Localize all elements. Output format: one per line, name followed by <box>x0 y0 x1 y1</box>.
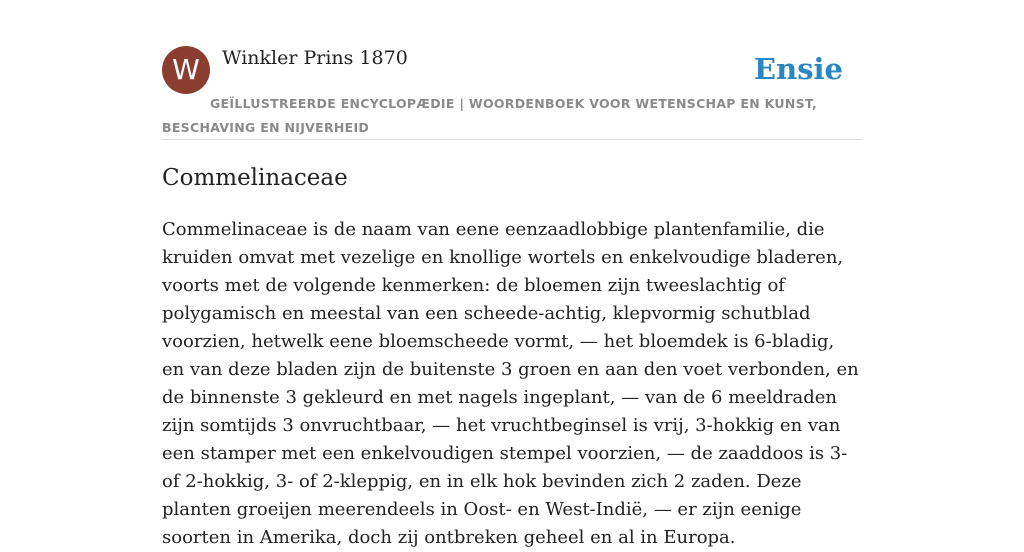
source-subtitle: GEÏLLUSTREERDE ENCYCLOPÆDIE | WOORDENBOEK VOOR WETENSCHAP EN KUNST, BESCHAVING EN NIJVERHEID <box>162 96 818 135</box>
header-divider <box>162 139 862 140</box>
source-title[interactable]: Winkler Prins 1870 <box>222 47 408 69</box>
avatar[interactable]: W <box>162 46 210 94</box>
article-body: Commelinaceae is de naam van eene eenzaadlobbige plantenfamilie, die kruiden omvat met vezelige en knollige wortels en enkelvoudige bladeren, voorts met de volgende kenmerken: de bloemen zijn tweeslachtig of polygamisch en meestal van een scheede-achtig, klepvormig schutblad voorzien, hetwelk eene bloemscheede vormt, — het bloemdek is 6-bladig, en van deze bladen zijn de buitenste 3 groen en aan den voet verbonden, en de binnenste 3 gekleurd en met nagels ingeplant, — van de 6 meeldraden zijn somtijds 3 onvruchtbaar, — het vruchtbeginsel is vrij, 3-hokkig en van een stamper met een enkelvoudigen stempel voorzien, — de zaaddoos is 3- of 2-hokkig, 3- of 2-kleppig, en in elk hok bevinden zich 2 zaden. Deze planten groeijen meerendeels in Oost- en West-Indië, — er zijn eenige soorten in Amerika, doch zij ontbreken geheel en al in Europa. <box>162 219 859 548</box>
article-title: Commelinaceae <box>162 165 348 191</box>
ensie-logo[interactable]: Ensie <box>754 52 843 86</box>
page-header <box>162 46 862 140</box>
